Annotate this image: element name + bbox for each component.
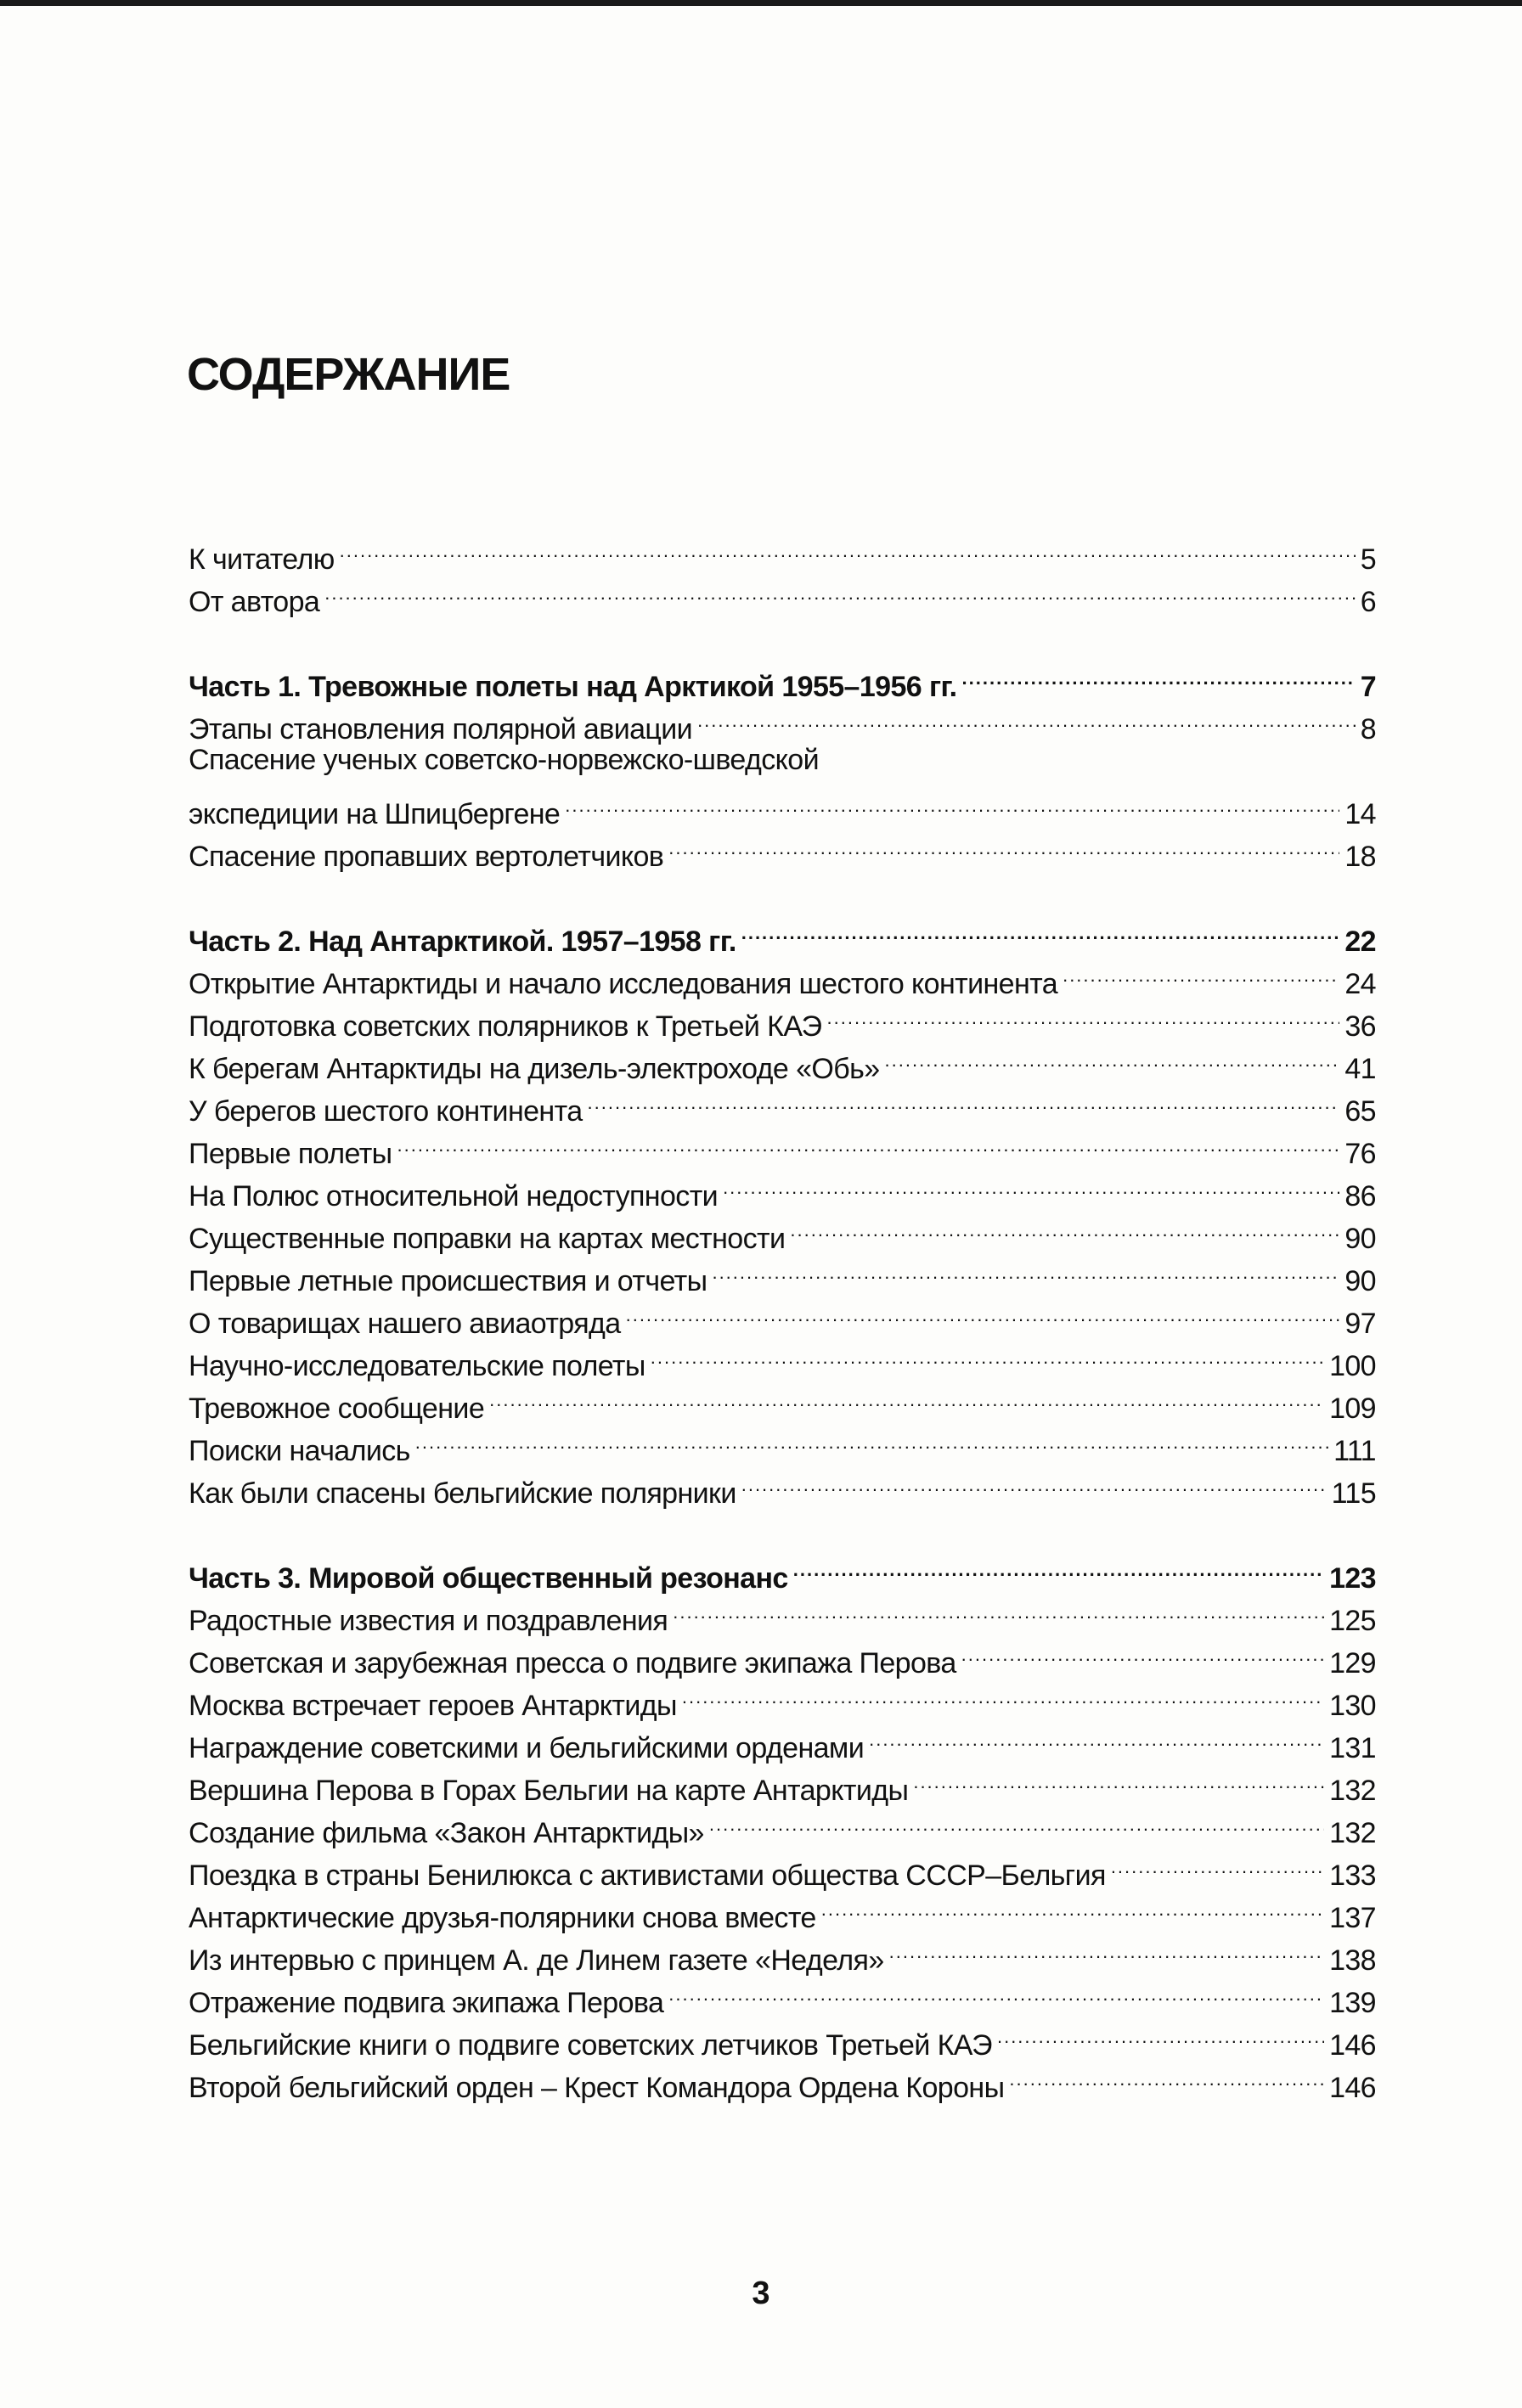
page-title: СОДЕРЖАНИЕ <box>187 349 510 400</box>
entry-page-number: 18 <box>1344 841 1376 873</box>
toc-part-heading[interactable] <box>189 1545 1376 1595</box>
entry-title: Как были спасены бельгийские полярники <box>189 1477 736 1510</box>
entry-title: экспедиции на Шпицбергене <box>189 798 561 830</box>
dot-leader <box>588 1078 1340 1121</box>
toc-part-heading[interactable] <box>189 909 1376 958</box>
entry-page-number: 123 <box>1329 1562 1376 1595</box>
entry-page-number: 90 <box>1344 1223 1376 1255</box>
dot-leader <box>889 1927 1324 1970</box>
entry-title: Антарктические друзья-полярники снова вместе <box>189 1902 816 1934</box>
dot-leader <box>565 781 1339 824</box>
entry-title: Спасение пропавших вертолетчиков <box>189 841 664 873</box>
entry-page-number: 115 <box>1331 1477 1376 1510</box>
entry-page-number: 8 <box>1360 713 1376 745</box>
dot-leader <box>961 1630 1324 1673</box>
entry-title: Подготовка советских полярников к Третьей КАЭ <box>189 1010 822 1043</box>
entry-title: Вершина Перова в Горах Бельгии на карте Антарктиды <box>189 1775 909 1807</box>
entry-title: Бельгийские книги о подвиге советских летчиков Третьей КАЭ <box>189 2029 992 2062</box>
entry-page-number: 146 <box>1329 2029 1376 2062</box>
toc-section <box>189 654 1376 873</box>
dot-leader <box>869 1715 1324 1758</box>
entry-page-number: 36 <box>1344 1010 1376 1043</box>
dot-leader <box>626 1291 1340 1333</box>
dot-leader <box>962 654 1356 696</box>
entry-title: Открытие Антарктиды и начало исследования шестого континента <box>189 968 1058 1000</box>
entry-page-number: 129 <box>1329 1647 1376 1679</box>
dot-leader <box>415 1418 1328 1460</box>
dot-leader <box>741 1460 1327 1503</box>
scan-top-edge <box>0 0 1522 6</box>
entry-title: Награждение советскими и бельгийскими орденами <box>189 1732 865 1764</box>
entry-page-number: 7 <box>1360 671 1376 703</box>
toc-entry[interactable] <box>189 526 1376 576</box>
dot-leader <box>1063 951 1339 993</box>
entry-page-number: 41 <box>1344 1053 1376 1085</box>
entry-title: Отражение подвига экипажа Перова <box>189 1987 664 2019</box>
toc-section <box>189 1545 1376 2104</box>
entry-page-number: 14 <box>1344 798 1376 830</box>
entry-page-number: 6 <box>1360 586 1376 618</box>
dot-leader <box>340 526 1356 569</box>
dot-leader <box>397 1121 1340 1163</box>
dot-leader <box>324 569 1355 611</box>
entry-title: У берегов шестого континента <box>189 1095 583 1128</box>
entry-page-number: 76 <box>1344 1138 1376 1170</box>
entry-title: К читателю <box>189 543 335 576</box>
toc-entry[interactable] <box>189 569 1376 618</box>
dot-leader <box>885 1036 1340 1078</box>
entry-page-number: 97 <box>1344 1308 1376 1340</box>
toc-section <box>189 526 1376 618</box>
dot-leader <box>913 1758 1324 1800</box>
entry-title: Существенные поправки на картах местности <box>189 1223 786 1255</box>
entry-page-number: 86 <box>1344 1180 1376 1212</box>
dot-leader <box>682 1673 1324 1715</box>
entry-title: К берегам Антарктиды на дизель-электроходе «Обь» <box>189 1053 880 1085</box>
dot-leader <box>997 2012 1324 2055</box>
entry-title: О товарищах нашего авиаотряда <box>189 1308 621 1340</box>
entry-title: Первые летные происшествия и отчеты <box>189 1265 707 1297</box>
entry-title-line1: Спасение ученых советско-норвежско-шведской <box>189 744 819 776</box>
entry-title: Советская и зарубежная пресса о подвиге экипажа Перова <box>189 1647 956 1679</box>
entry-title: Первые полеты <box>189 1138 392 1170</box>
entry-page-number: 24 <box>1344 968 1376 1000</box>
entry-page-number: 138 <box>1329 1944 1376 1977</box>
entry-page-number: 22 <box>1344 926 1376 958</box>
dot-leader <box>709 1800 1324 1843</box>
entry-page-number: 130 <box>1329 1690 1376 1722</box>
entry-page-number: 139 <box>1329 1987 1376 2019</box>
dot-leader <box>668 824 1339 866</box>
entry-title: Этапы становления полярной авиации <box>189 713 693 745</box>
entry-page-number: 100 <box>1329 1350 1376 1382</box>
dot-leader <box>790 1206 1339 1248</box>
entry-title: Радостные известия и поздравления <box>189 1605 668 1637</box>
toc-entry-line <box>189 739 1376 781</box>
entry-page-number: 133 <box>1329 1859 1376 1892</box>
entry-title: Поиски начались <box>189 1435 410 1467</box>
entry-page-number: 132 <box>1329 1817 1376 1849</box>
entry-page-number: 65 <box>1344 1095 1376 1128</box>
dot-leader <box>712 1248 1339 1291</box>
toc-part-heading[interactable] <box>189 654 1376 703</box>
dot-leader <box>1111 1843 1324 1885</box>
dot-leader <box>827 993 1340 1036</box>
dot-leader <box>673 1588 1324 1630</box>
dot-leader <box>651 1333 1324 1376</box>
entry-title: Часть 3. Мировой общественный резонанс <box>189 1562 788 1595</box>
entry-title: На Полюс относительной недоступности <box>189 1180 719 1212</box>
dot-leader <box>723 1163 1339 1206</box>
entry-page-number: 111 <box>1333 1435 1376 1467</box>
entry-page-number: 5 <box>1360 543 1376 576</box>
dot-leader <box>793 1545 1324 1588</box>
entry-title: Создание фильма «Закон Антарктиды» <box>189 1817 704 1849</box>
table-of-contents <box>189 526 1376 2140</box>
toc-entry[interactable] <box>189 781 1376 830</box>
entry-title: Тревожное сообщение <box>189 1392 485 1425</box>
entry-page-number: 125 <box>1329 1605 1376 1637</box>
entry-page-number: 146 <box>1329 2072 1376 2104</box>
entry-title: Часть 1. Тревожные полеты над Арктикой 1955–1956 гг. <box>189 671 957 703</box>
dot-leader <box>821 1885 1324 1927</box>
entry-title: Часть 2. Над Антарктикой. 1957–1958 гг. <box>189 926 736 958</box>
entry-title: Поездка в страны Бенилюкса с активистами общества СССР–Бельгия <box>189 1859 1106 1892</box>
entry-title: Москва встречает героев Антарктиды <box>189 1690 677 1722</box>
dot-leader <box>697 696 1356 739</box>
dot-leader <box>489 1376 1324 1418</box>
dot-leader <box>1009 2055 1324 2097</box>
entry-page-number: 109 <box>1329 1392 1376 1425</box>
entry-title: Второй бельгийский орден – Крест Командора Ордена Короны <box>189 2072 1005 2104</box>
entry-page-number: 131 <box>1329 1732 1376 1764</box>
entry-title: Из интервью с принцем А. де Линем газете «Неделя» <box>189 1944 884 1977</box>
entry-page-number: 132 <box>1329 1775 1376 1807</box>
entry-page-number: 137 <box>1329 1902 1376 1934</box>
entry-page-number: 90 <box>1344 1265 1376 1297</box>
page-number: 3 <box>752 2276 770 2311</box>
entry-title: От автора <box>189 586 320 618</box>
toc-section <box>189 909 1376 1510</box>
dot-leader <box>741 909 1340 951</box>
dot-leader <box>668 1970 1324 2012</box>
entry-title: Научно-исследовательские полеты <box>189 1350 645 1382</box>
